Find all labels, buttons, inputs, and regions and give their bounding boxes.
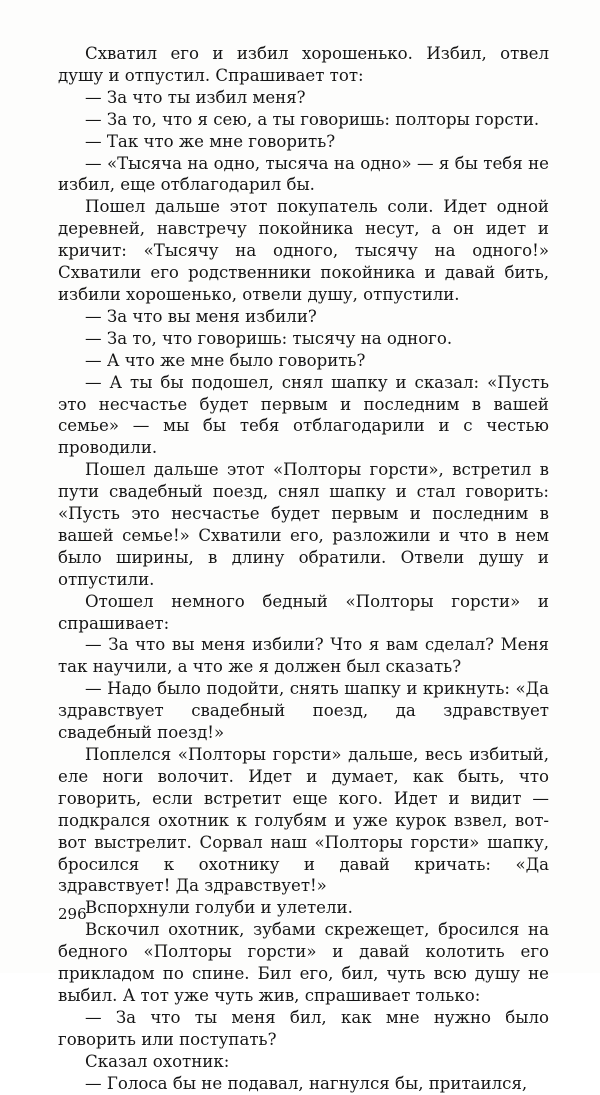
dialogue-line: — За что ты меня бил, как мне нужно было говорить или поступать? <box>58 1007 549 1049</box>
dialogue-line: — Надо было подойти, снять шапку и крикнуть: «Да здравствует свадебный поезд, да здравствует свадебный поезд!» <box>58 679 549 743</box>
dialogue-line: — А что же мне было говорить? <box>85 350 366 370</box>
text-column <box>58 43 549 1095</box>
paragraph: Вскочил охотник, зубами скрежещет, бросился на бедного «Полторы горсти» и давай колотить его прикладом по спине. Бил его, бил, чуть всю душу не выбил. А тот уже чуть жив, спрашивает только: <box>58 920 549 1005</box>
paragraph: Отошел немного бедный «Полторы горсти» и спрашивает: <box>58 591 549 633</box>
page-number: 296 <box>58 905 87 923</box>
dialogue-line: — Так что же мне говорить? <box>85 131 336 151</box>
dialogue-line: — Голоса бы не подавал, нагнулся бы, притаился, <box>85 1073 528 1093</box>
paragraph: Вспорхнули голуби и улетели. <box>85 898 353 918</box>
dialogue-line: — За что вы меня избили? Что я вам сделал? Меня так научили, а что же я должен был сказать? <box>58 635 549 677</box>
paragraph: Пошел дальше этот «Полторы горсти», встретил в пути свадебный поезд, снял шапку и стал говорить: «Пусть это несчастье будет первым и последним в вашей семье!» Схватили его, разложили и что в нем было ширины, в длину обратили. Отвели душу и отпустили. <box>58 460 549 589</box>
dialogue-line: — За то, что я сею, а ты говоришь: полторы горсти. <box>85 109 540 129</box>
paragraph: Поплелся «Полторы горсти» дальше, весь избитый, еле ноги волочит. Идет и думает, как быть, что говорить, если встретит еще кого. Идет и видит — подкрался охотник к голубям и уже курок взвел, вот-вот выстрелит. Сорвал наш «Полторы горсти» шапку, бросился к охотнику и давай кричать: «Да здравствует! Да здравствует!» <box>58 745 549 896</box>
paragraph: Схватил его и избил хорошенько. Избил, отвел душу и отпустил. Спрашивает тот: <box>58 44 549 85</box>
paragraph: Пошел дальше этот покупатель соли. Идет одной деревней, навстречу покойника несут, а он идет и кричит: «Тысячу на одного, тысячу на одного!» Схватили его родственники покойника и давай бить, избили хорошенько, отвели душу, отпустили. <box>58 197 549 304</box>
dialogue-line: — А ты бы подошел, снял шапку и сказал: «Пусть это несчастье будет первым и последним в вашей семье» — мы бы тебя отблагодарили и с честью проводили. <box>58 372 549 458</box>
dialogue-line: — За что вы меня избили? <box>85 306 317 326</box>
dialogue-line: — За что ты избил меня? <box>85 87 306 107</box>
dialogue-line: — За то, что говоришь: тысячу на одного. <box>85 328 453 348</box>
paragraph: Сказал охотник: <box>85 1051 230 1071</box>
dialogue-line: — «Тысяча на одно, тысяча на одно» — я бы тебя не избил, еще отблагодарил бы. <box>58 153 549 195</box>
